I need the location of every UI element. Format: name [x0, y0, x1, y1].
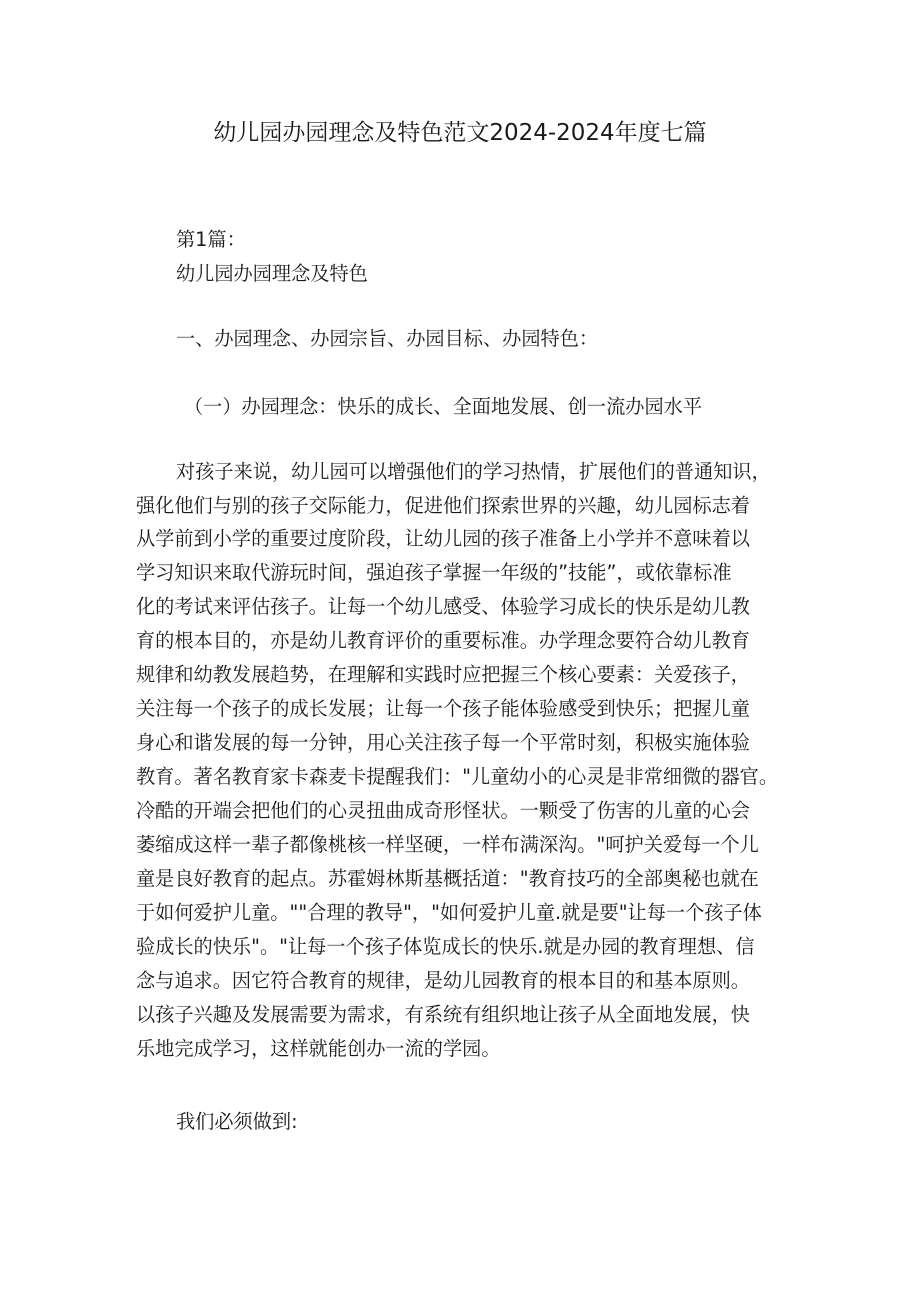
chapter-title: 幼儿园办园理念及特色	[176, 262, 368, 285]
paragraph-line: 于如何爱护儿童。""合理的教导"，"如何爱护儿童.就是要"让每一个孩子体	[136, 901, 762, 924]
paragraph-line: 化的考试来评估孩子。让每一个幼儿感受、体验学习成长的快乐是幼儿教	[136, 595, 750, 618]
paragraph-line: 冷酷的开端会把他们的心灵扭曲成奇形怪状。一颗受了伤害的儿童的心会	[136, 799, 750, 822]
paragraph-line: 强化他们与别的孩子交际能力，促进他们探索世界的兴趣，幼儿园标志着	[136, 494, 750, 517]
paragraph-line: 验成长的快乐"。"让每一个孩子体览成长的快乐.就是办园的教育理想、信	[136, 935, 755, 958]
subsection-heading: （一）办园理念：快乐的成长、全面地发展、创一流办园水平	[184, 395, 703, 418]
paragraph-line: 从学前到小学的重要过度阶段，让幼儿园的孩子准备上小学并不意味着以	[136, 527, 750, 550]
paragraph-line: 身心和谐发展的每一分钟，用心关注孩子每一个平常时刻，积极实施体验	[136, 731, 750, 754]
paragraph-line: 对孩子来说，幼儿园可以增强他们的学习热情，扩展他们的普通知识，	[176, 460, 771, 483]
paragraph-line: 乐地完成学习，这样就能创办一流的学园。	[136, 1037, 501, 1060]
paragraph-line: 萎缩成这样一辈子都像桃核一样坚硬，一样布满深沟。"呵护关爱每一个儿	[136, 833, 759, 856]
paragraph-line: 关注每一个孩子的成长发展；让每一个孩子能体验感受到快乐；把握儿童	[136, 697, 750, 720]
chapter-label: 第1篇：	[176, 228, 246, 251]
paragraph-line: 念与追求。因它符合教育的规律，是幼儿园教育的根本目的和基本原则。	[136, 969, 750, 992]
paragraph-line: 童是良好教育的起点。苏霍姆林斯基概括道："教育技巧的全部奥秘也就在	[136, 867, 759, 890]
paragraph-line: 以孩子兴趣及发展需要为需求，有系统有组织地让孩子从全面地发展，快	[136, 1003, 750, 1026]
paragraph-line: 教育。著名教育家卡森麦卡提醒我们："儿童幼小的心灵是非常细微的器官。	[136, 765, 779, 788]
document-title: 幼儿园办园理念及特色范文2024-2024年度七篇	[213, 120, 707, 146]
paragraph-line: 学习知识来取代游玩时间，强迫孩子掌握一年级的”技能”，或依靠标准	[136, 561, 732, 584]
paragraph-line: 规律和幼教发展趋势，在理解和实践时应把握三个核心要素：关爱孩子，	[136, 663, 750, 686]
paragraph-line: 育的根本目的，亦是幼儿教育评价的重要标准。办学理念要符合幼儿教育	[136, 629, 750, 652]
closing-line: 我们必须做到:	[176, 1110, 298, 1133]
section-heading: 一、办园理念、办园宗旨、办园目标、办园特色：	[176, 327, 599, 350]
